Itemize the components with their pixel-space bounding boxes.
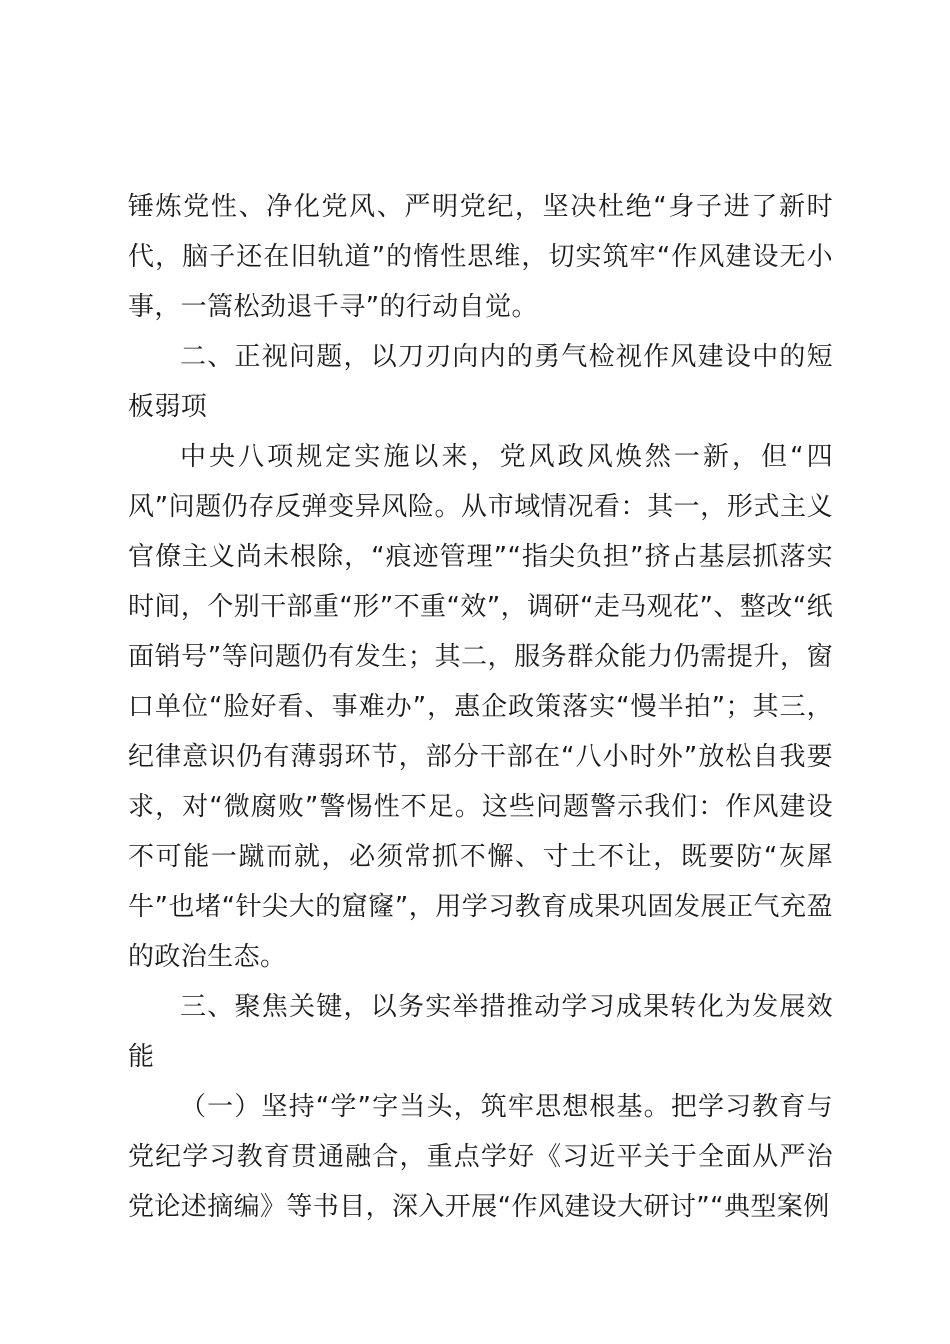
document-body xyxy=(128,182,833,1232)
paragraph-body: 中央八项规定实施以来，党风政风焕然一新，但“四风”问题仍存反弹变异风险。从市域情况看：其一，形式主义官僚主义尚未根除，“痕迹管理”“指尖负担”挤占基层抓落实时间，个别干部重“形”不重“效”，调研“走马观花”、整改“纸面销号”等问题仍有发生；其二，服务群众能力仍需提升，窗口单位“脸好看、事难办”，惠企政策落实“慢半拍”；其三，纪律意识仍有薄弱环节，部分干部在“八小时外”放松自我要求，对“微腐败”警惕性不足。这些问题警示我们：作风建设不可能一蹴而就，必须常抓不懈、寸土不让，既要防“灰犀牛”也堵“针尖大的窟窿”，用学习教育成果巩固发展正气充盈的政治生态。 xyxy=(128,442,833,972)
section-heading-3: 三、聚焦关键，以务实举措推动学习成果转化为发展效能 xyxy=(128,992,833,1072)
section-heading-2: 二、正视问题，以刀刃向内的勇气检视作风建设中的短板弱项 xyxy=(128,342,833,422)
paragraph-body: （一）坚持“学”字当头，筑牢思想根基。把学习教育与党纪学习教育贯通融合，重点学好《习近平关于全面从严治党论述摘编》等书目，深入开展“作风建设大研讨”“典型案例 xyxy=(128,1092,833,1222)
paragraph-continuation: 锤炼党性、净化党风、严明党纪，坚决杜绝“身子进了新时代，脑子还在旧轨道”的惰性思维，切实筑牢“作风建设无小事，一篙松劲退千寻”的行动自觉。 xyxy=(128,192,833,322)
